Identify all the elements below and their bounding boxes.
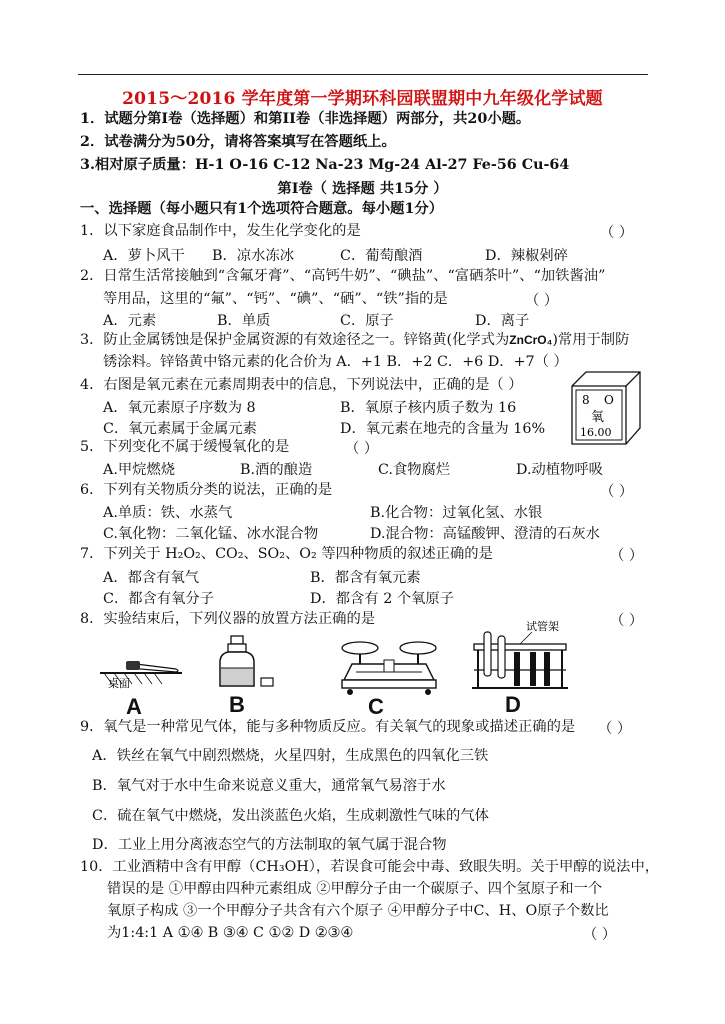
q2-answer-blank: （ ） bbox=[525, 293, 559, 309]
q4-stem: 4．右图是氧元素在元素周期表中的信息，下列说法中，正确的是（ ） bbox=[80, 377, 523, 393]
q6-option-a: A.单质：铁、水蒸气 bbox=[103, 505, 233, 521]
q2-option-a: A．元素 bbox=[103, 313, 157, 329]
figure-b-label: B bbox=[229, 692, 245, 717]
q9-answer-blank: （ ） bbox=[598, 721, 632, 737]
q8-answer-blank: （ ） bbox=[610, 613, 644, 629]
q3-formula: ZnCrO₄ bbox=[509, 333, 553, 347]
q2-stem: 2．日常生活常接触到“含氟牙膏”、“高钙牛奶”、“碘盐”、“富硒茶叶”、“加铁酱油” bbox=[80, 268, 606, 284]
header-rule bbox=[78, 74, 648, 75]
q3-stem-text: 3．防止金属锈蚀是保护金属资源的有效途径之一。锌铬黄(化学式为 bbox=[80, 332, 510, 348]
q6-stem: 6．下列有关物质分类的说法，正确的是 bbox=[80, 482, 333, 498]
q1-option-b: B．凉水冻冰 bbox=[212, 248, 294, 264]
figure-d-rack-label: 试管架 bbox=[526, 620, 559, 633]
q3-stem-end: )常用于制防 bbox=[552, 332, 630, 348]
figure-b-bottle bbox=[218, 636, 278, 691]
q8-stem: 8．实验结束后，下列仪器的放置方法正确的是 bbox=[80, 611, 376, 627]
q9-stem: 9．氧气是一种常见气体，能与多种物质反应。有关氧气的现象或描述正确的是 bbox=[80, 719, 576, 735]
note-3: 3.相对原子质量：H-1 O-16 C-12 Na-23 Mg-24 Al-27 Fe-56 Cu-64 bbox=[80, 157, 570, 173]
cell-mass: 16.00 bbox=[580, 426, 612, 439]
part-title: 一、选择题（每小题只有1个选项符合题意。每小题1分） bbox=[80, 201, 444, 217]
q3-stem-line2: 锈涂料。锌铬黄中铬元素的化合价为 A．+1 B．+2 C．+6 D．+7（ ） bbox=[103, 354, 568, 370]
q7-stem: 7．下列关于 H₂O₂、CO₂、SO₂、O₂ 等四种物质的叙述正确的是 bbox=[80, 546, 493, 562]
cell-symbol: O bbox=[604, 393, 614, 407]
q4-option-d: D．氧元素在地壳的含量为 16% bbox=[340, 421, 546, 437]
q10-line3: 氧原子构成 ③一个甲醇分子共含有六个原子 ④甲醇分子中C、H、O原子个数比 bbox=[107, 903, 609, 919]
page-title: 2015～2016 学年度第一学期环科园联盟期中九年级化学试题 bbox=[122, 89, 603, 109]
note-2: 2．试卷满分为50分，请将答案填写在答题纸上。 bbox=[80, 134, 396, 150]
q10-answer-blank: （ ） bbox=[583, 927, 617, 943]
q10-stem: 10．工业酒精中含有甲醇（CH₃OH），若误食可能会中毒、致眼失明。关于甲醇的说法中， bbox=[80, 859, 660, 875]
q6-option-b: B.化合物：过氧化氢、水银 bbox=[370, 505, 543, 521]
q1-option-d: D．辣椒剁碎 bbox=[485, 248, 568, 264]
q5-option-a: A.甲烷燃烧 bbox=[103, 462, 176, 478]
q10-line2: 错误的是 ①甲醇由四种元素组成 ②甲醇分子由一个碳原子、四个氢原子和一个 bbox=[107, 881, 603, 897]
q7-option-b: B．都含有氧元素 bbox=[310, 570, 421, 586]
q1-stem: 1．以下家庭食品制作中，发生化学变化的是 bbox=[80, 223, 361, 239]
q4-option-a: A．氧元素原子序数为 8 bbox=[103, 400, 256, 416]
q5-answer-blank: （ ） bbox=[345, 441, 379, 457]
cell-number: 8 bbox=[582, 393, 590, 407]
q6-option-d: D.混合物：高锰酸钾、澄清的石灰水 bbox=[370, 526, 600, 542]
q2-option-b: B．单质 bbox=[217, 313, 271, 329]
q4-option-b: B．氧原子核内质子数为 16 bbox=[340, 400, 517, 416]
q5-option-c: C.食物腐烂 bbox=[378, 462, 451, 478]
q5-option-d: D.动植物呼吸 bbox=[516, 462, 603, 478]
q5-option-b: B.酒的酿造 bbox=[240, 462, 313, 478]
q2-option-d: D．离子 bbox=[475, 313, 530, 329]
q5-stem: 5．下列变化不属于缓慢氧化的是 bbox=[80, 439, 290, 455]
cell-name: 氧 bbox=[591, 410, 605, 425]
q7-answer-blank: （ ） bbox=[610, 548, 644, 564]
figure-c-label: C bbox=[368, 694, 384, 719]
figure-c-balance bbox=[340, 634, 440, 696]
q7-option-c: C．都含有氧分子 bbox=[103, 591, 215, 607]
q9-option-b: B．氧气对于水中生命来说意义重大，通常氧气易溶于水 bbox=[92, 778, 446, 794]
figure-a-tube-on-desk bbox=[100, 660, 185, 690]
q9-option-a: A．铁丝在氧气中剧烈燃烧，火星四射，生成黑色的四氧化三铁 bbox=[92, 748, 489, 764]
q2-stem-line2: 等用品，这里的“氟”、“钙”、“碘”、“硒”、“铁”指的是 bbox=[103, 291, 448, 307]
q6-answer-blank: （ ） bbox=[600, 484, 634, 500]
q10-line4: 为1:4:1 A ①④ B ③④ C ①② D ②③④ bbox=[107, 925, 354, 941]
section-title: 第Ⅰ卷（ 选择题 共15分 ） bbox=[277, 181, 448, 197]
q7-option-d: D．都含有 2 个氧原子 bbox=[310, 591, 455, 607]
figure-a-desk-label: 桌面 bbox=[108, 677, 130, 690]
q2-option-c: C．原子 bbox=[340, 313, 394, 329]
q1-answer-blank: （ ） bbox=[600, 225, 634, 241]
q1-option-c: C．葡萄酿酒 bbox=[340, 248, 423, 264]
q7-option-a: A．都含有氧气 bbox=[103, 570, 200, 586]
q9-option-c: C．硫在氧气中燃烧，发出淡蓝色火焰，生成刺激性气味的气体 bbox=[92, 808, 489, 824]
figure-d-label: D bbox=[505, 692, 521, 717]
note-1: 1．试题分第Ⅰ卷（选择题）和第II卷（非选择题）两部分，共20小题。 bbox=[80, 111, 531, 127]
q1-option-a: A．萝卜风干 bbox=[103, 248, 185, 264]
q6-option-c: C.氧化物：二氧化锰、冰水混合物 bbox=[103, 526, 319, 542]
oxygen-periodic-cell bbox=[572, 372, 642, 446]
q3-stem bbox=[80, 331, 629, 349]
figure-d-test-tube-rack bbox=[470, 618, 570, 690]
figure-a-label: A bbox=[126, 694, 142, 719]
q9-option-d: D．工业上用分离液态空气的方法制取的氧气属于混合物 bbox=[92, 837, 447, 853]
q4-option-c: C．氧元素属于金属元素 bbox=[103, 421, 257, 437]
